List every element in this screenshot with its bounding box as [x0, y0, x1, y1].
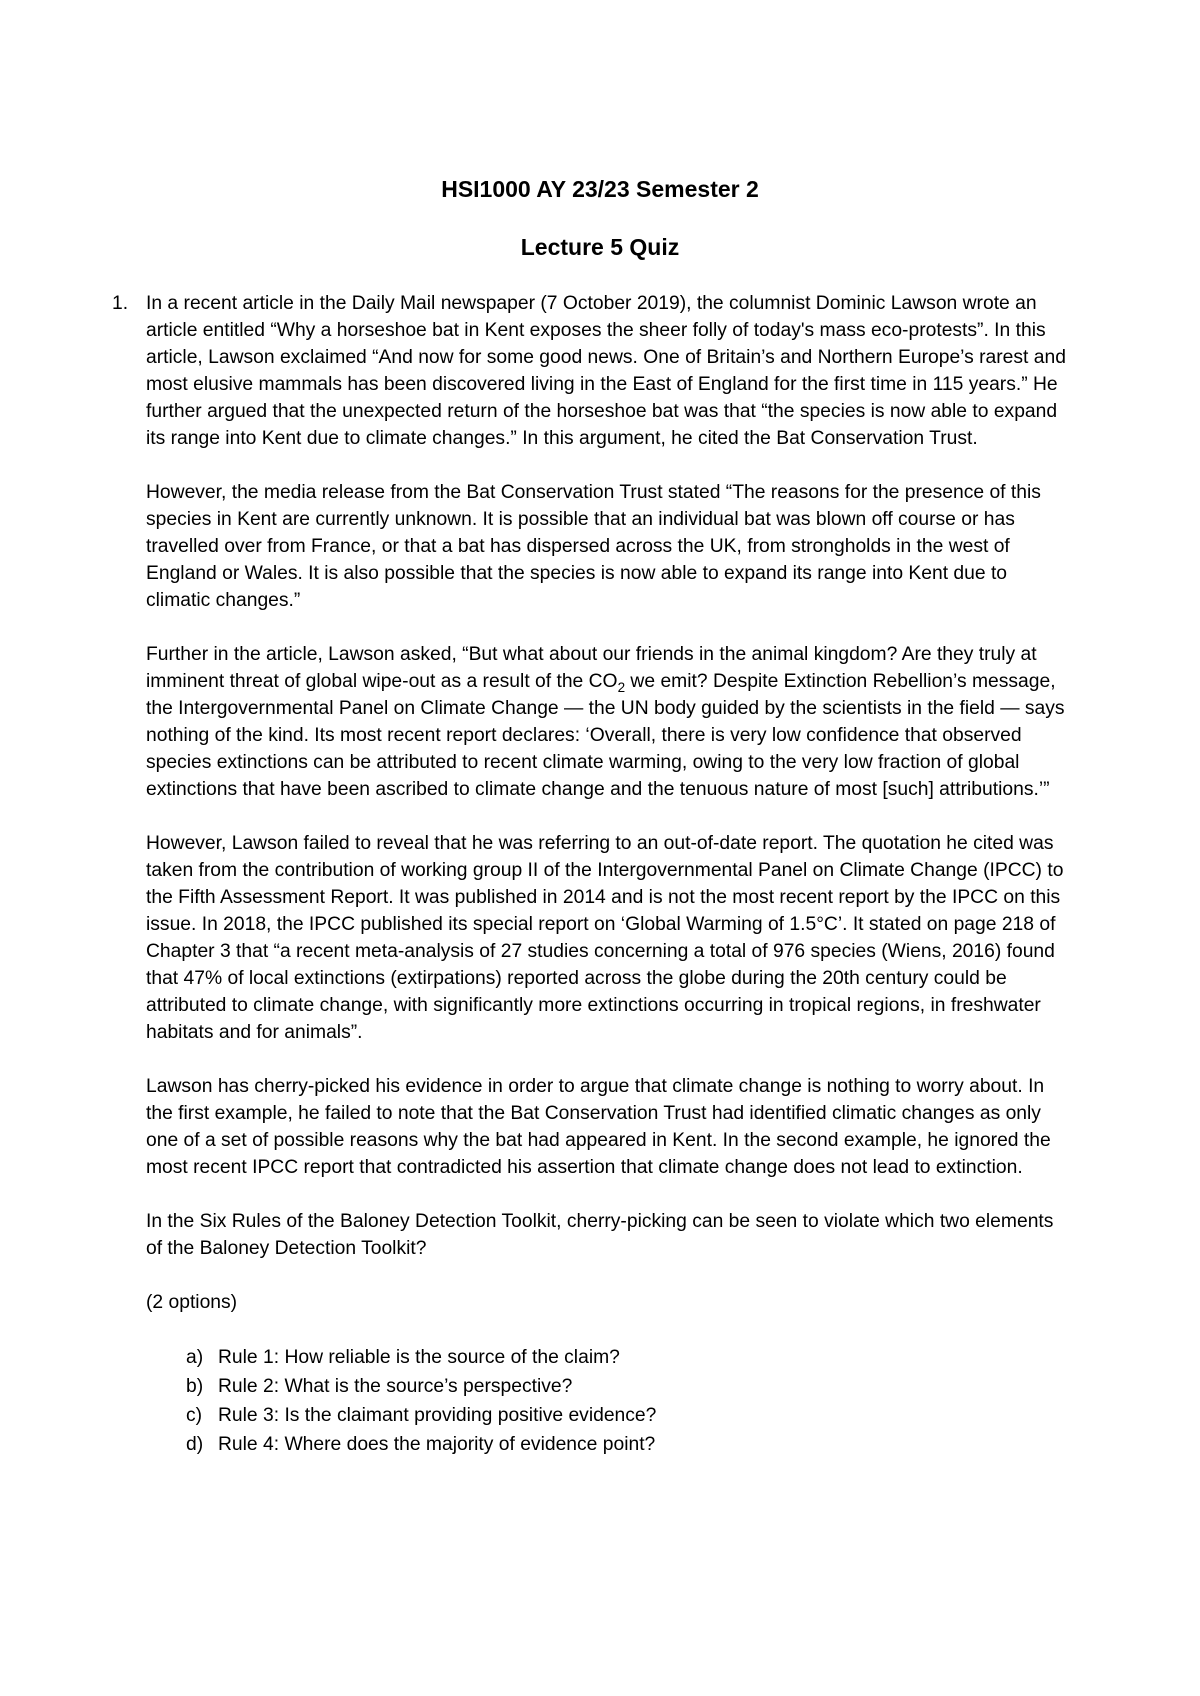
option-text: Rule 2: What is the source’s perspective? [218, 1376, 573, 1397]
option-letter: d) [186, 1434, 204, 1455]
paragraph-5: Lawson has cherry-picked his evidence in order to argue that climate change is nothing to worry about. In the first example, he failed to note that the Bat Conservation Trust had identified climatic changes as only one of a set of possible reasons why the bat had appeared in Kent. In the second example, he ignored the most recent IPCC report that contradicted his assertion that climate change does not lead to extinction. [146, 1076, 1051, 1178]
option-text: Rule 3: Is the claimant providing positive evidence? [218, 1405, 657, 1426]
option-c[interactable] [186, 1401, 1066, 1430]
paragraph-3 [146, 641, 1066, 803]
option-text: Rule 1: How reliable is the source of the claim? [218, 1347, 620, 1368]
paragraph-3-part-1: Further in the article, Lawson asked, “But what about our friends in the animal kingdom? Are they truly at imminent threat of global wipe-out as a result of the CO [146, 644, 1037, 692]
question-prompt: In the Six Rules of the Baloney Detection Toolkit, cherry-picking can be seen to violate which two elements of the Baloney Detection Toolkit? [146, 1211, 1054, 1259]
option-letter: b) [186, 1376, 204, 1397]
option-letter: a) [186, 1347, 204, 1368]
option-count-note: (2 options) [146, 1292, 238, 1313]
course-title: HSI1000 AY 23/23 Semester 2 [441, 176, 759, 202]
paragraph-3-part-2: we emit? Despite Extinction Rebellion’s message, the Intergovernmental Panel on Climate Change — the UN body guided by the scientists in the field — says nothing of the kind. Its most recent report declares: ‘Overall, there is very low confidence that observed species extinctions can be attributed to recent climate warming, owing to the very low fraction of global extinctions that have been ascribed to climate change and the tenuous nature of most [such] attributions.’” [146, 671, 1065, 800]
paragraph-2: However, the media release from the Bat Conservation Trust stated “The reasons for the presence of this species in Kent are currently unknown. It is possible that an individual bat was blown off course or has travelled over from France, or that a bat has dispersed across the UK, from strongholds in the west of England or Wales. It is also possible that the species is now able to expand its range into Kent due to climatic changes.” [146, 482, 1041, 611]
quiz-title: Lecture 5 Quiz [520, 234, 680, 260]
option-a[interactable] [186, 1343, 1066, 1372]
question-1 [112, 290, 1066, 1459]
option-text: Rule 4: Where does the majority of evidence point? [218, 1434, 656, 1455]
paragraph-4: However, Lawson failed to reveal that he was referring to an out-of-date report. The quotation he cited was taken from the contribution of working group II of the Intergovernmental Panel on Climate Change (IPCC) to the Fifth Assessment Report. It was published in 2014 and is not the most recent report by the IPCC on this issue. In 2018, the IPCC published its special report on ‘Global Warming of 1.5°C’. It stated on page 218 of Chapter 3 that “a recent meta-analysis of 27 studies concerning a total of 976 species (Wiens, 2016) found that 47% of local extinctions (extirpations) reported across the globe during the 20th century could be attributed to climate change, with significantly more extinctions occurring in tropical regions, in freshwater habitats and for animals”. [146, 833, 1064, 1043]
options-list [146, 1343, 1066, 1459]
option-d[interactable] [186, 1430, 1066, 1459]
option-letter: c) [186, 1405, 203, 1426]
question-number: 1. [112, 293, 129, 314]
paragraph-1: In a recent article in the Daily Mail newspaper (7 October 2019), the columnist Dominic Lawson wrote an article entitled “Why a horseshoe bat in Kent exposes the sheer folly of today's mass eco-protests”. In this article, Lawson exclaimed “And now for some good news. One of Britain’s and Northern Europe’s rarest and most elusive mammals has been discovered living in the East of England for the first time in 115 years.” He further argued that the unexpected return of the horseshoe bat was that “the species is now able to expand its range into Kent due to climate changes.” In this argument, he cited the Bat Conservation Trust. [146, 293, 1066, 449]
co2-subscript: 2 [617, 679, 626, 695]
option-b[interactable] [186, 1372, 1066, 1401]
